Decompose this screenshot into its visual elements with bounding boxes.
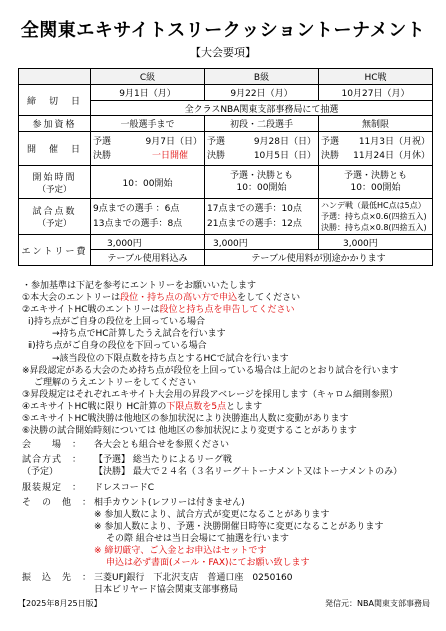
other-row <box>22 497 432 509</box>
venue-row <box>22 439 432 451</box>
note-line <box>22 304 432 316</box>
qualification-label: 参加資格 <box>19 116 91 132</box>
dates-b-prelim-label: 予選 <box>207 136 226 147</box>
deadline-label: 締 切 日 <box>19 85 91 116</box>
table-row <box>19 116 433 132</box>
points-c-line1: 9点までの選手 ：6点 <box>93 203 180 214</box>
qualification-b: 初段・二段選手 <box>205 116 319 132</box>
other-row <box>22 521 432 533</box>
header-c-class: C級 <box>91 69 205 85</box>
bank-label: 振 込 先 ： <box>22 573 93 584</box>
table-row <box>19 166 433 199</box>
other-row <box>22 557 432 569</box>
table-row <box>19 235 433 250</box>
bank-row <box>22 584 432 596</box>
dates-b <box>205 132 319 166</box>
dates-hc-prelim: 11月3日（月祝） <box>358 136 430 147</box>
note-highlight: 段位と持ち点を申告してください <box>159 305 295 316</box>
table-header-row <box>19 69 433 85</box>
note-line: ⑥決勝の試合開始時刻については 他地区の参加状況により変更することがあります <box>22 426 357 437</box>
start-hc <box>319 166 433 199</box>
fee-label: エントリー費 <box>19 235 91 266</box>
notes-section <box>22 280 432 596</box>
dress-row <box>22 482 432 494</box>
note-line: ・参加基準は下記を参考にエントリーをお願いいたします <box>22 281 257 291</box>
other-value-5: ※ 締切厳守、ご入金とお申込はセットです <box>94 545 267 556</box>
dress-label: 服装規定 ： <box>22 482 83 493</box>
note-line: ※昇段認定がある大会のため持ち点が段位を上回っている場合は上記のとおり試合を行います <box>22 365 399 376</box>
format-label: 試合方式 ： <box>22 455 83 466</box>
dates-c-prelim-label: 予選 <box>93 136 112 147</box>
bank-value-1: 三菱UFJ銀行 下北沢支店 普通口座 0250160 <box>94 573 293 584</box>
fee-c-value: 3,000円 <box>107 238 142 249</box>
note-line: ⅰ)持ち点がご自身の段位を上回っている場合 <box>28 317 206 328</box>
table-row <box>19 199 433 235</box>
deadline-note: 全クラスNBA関東支部事務局にて抽選 <box>91 101 433 116</box>
other-row <box>22 509 432 521</box>
dates-b-final-label: 決勝 <box>207 150 226 161</box>
other-value-2: ※ 参加人数により、試合方式が変更になることがあります <box>94 509 330 520</box>
note-line: ご理解のうえエントリーをしてください <box>34 377 197 388</box>
dates-hc <box>319 132 433 166</box>
other-row <box>22 533 432 545</box>
table-row <box>19 85 433 101</box>
format-row-2 <box>22 466 432 478</box>
note-text: ①本大会のエントリーは <box>22 293 121 304</box>
start-b <box>205 166 319 199</box>
fee-b-value: 3,000円 <box>213 238 248 249</box>
bank-value-2: 日本ビリヤード協会関東支部事務局 <box>94 585 238 596</box>
start-hc-line2: 10：00開始 <box>350 183 401 193</box>
other-value-1: 相手カウント(レフリーは付きません) <box>94 497 245 508</box>
venue-value: 各大会とも組合せを参照ください <box>94 440 230 451</box>
deadline-hc: 10月27日（月） <box>319 85 433 101</box>
note-line: ③昇段規定はそれぞれエキサイト大会用の昇段アベレージを採用します（キャロム細則参照） <box>22 389 398 400</box>
points-label-text: 試合点数 <box>32 207 77 217</box>
note-line <box>22 401 432 413</box>
note-line: ⑤エキサイトHC戦決勝は他地区の参加状況により決勝進出人数に変動があります <box>22 414 349 425</box>
header-hc: HC戦 <box>319 69 433 85</box>
page-subtitle: 【大会要項】 <box>190 46 256 59</box>
note-text: とします <box>226 401 263 412</box>
dates-b-final: 10月5日（日） <box>253 150 316 161</box>
points-b <box>205 199 319 235</box>
points-b-line2: 21点までの選手：12点 <box>207 218 302 229</box>
format-value-prelim: 【予選】 総当たりによるリーグ戦 <box>94 455 232 466</box>
points-hc-line2: 予選：持ち点×0.6(四捨五入) <box>321 212 427 221</box>
footer-issuer: 発信元：NBA関東支部事務局 <box>325 599 430 608</box>
points-label-sub: （予定） <box>37 219 72 229</box>
start-label <box>19 166 91 199</box>
note-text: ②エキサイトHC戦のエントリーは <box>22 305 160 316</box>
fee-c <box>91 235 205 250</box>
dress-value: ドレスコードC <box>94 482 155 493</box>
other-value-6: 申込は必ず書面(メール・FAX)にてお願い致します <box>106 558 310 569</box>
header-b-class: B級 <box>205 69 319 85</box>
start-b-line1: 予選・決勝とも <box>229 171 293 181</box>
format-sub-label: （予定） <box>22 467 59 478</box>
points-c-line2: 13点までの選手：8点 <box>93 218 183 229</box>
note-text: ④エキサイトHC戦に限り HC計算の <box>22 401 167 412</box>
other-row <box>22 545 432 557</box>
qualification-hc: 無制限 <box>319 116 433 132</box>
points-label <box>19 199 91 235</box>
points-c <box>91 199 205 235</box>
other-value-4: その際 組合せは当日会場にて抽選を行います <box>106 533 289 544</box>
points-hc <box>319 199 433 235</box>
note-highlight: 下限点数を5点 <box>166 401 227 412</box>
other-value-3: ※ 参加人数により、予選・決勝開催日時等に変更になることがあります <box>94 521 384 532</box>
tournament-table <box>18 68 433 266</box>
fee-bhc-note: テーブル使用料が別途かかります <box>205 250 433 266</box>
bank-row <box>22 572 432 584</box>
dates-hc-final-label: 決勝 <box>321 150 340 161</box>
dates-b-prelim: 9月28日（日） <box>253 136 316 147</box>
points-hc-line3: 決勝：持ち点×0.8(四捨五入) <box>321 223 427 232</box>
dates-hc-final: 11月24日（月休） <box>353 150 430 161</box>
dates-c-final-label: 決勝 <box>93 150 112 161</box>
note-line: ⅱ)持ち点がご自身の段位を下回っている場合 <box>28 341 207 352</box>
deadline-c: 9月1日（月） <box>91 85 205 101</box>
fee-hc <box>319 235 433 250</box>
dates-c-final: 一日開催 <box>151 150 188 161</box>
header-blank <box>19 69 91 85</box>
dates-label: 開 催 日 <box>19 132 91 166</box>
fee-b <box>205 235 319 250</box>
fee-c-note: テーブル使用料込み <box>91 250 205 266</box>
start-hc-line1: 予選・決勝とも <box>343 171 407 181</box>
dates-hc-prelim-label: 予選 <box>321 136 340 147</box>
points-b-line1: 17点までの選手：10点 <box>207 203 302 214</box>
qualification-c: 一般選手まで <box>91 116 205 132</box>
note-line <box>22 292 432 304</box>
start-b-line2: 10：00開始 <box>236 183 287 193</box>
other-label: そ の 他 ： <box>22 497 93 508</box>
note-text: をしてください <box>237 293 301 304</box>
fee-hc-value: 3,000円 <box>343 238 378 249</box>
note-highlight: 段位・持ち点の高い方で申込 <box>120 293 238 304</box>
start-label-sub: （予定） <box>37 184 72 195</box>
footer-date: 【2025年8月25日版】 <box>18 599 102 608</box>
dates-c <box>91 132 205 166</box>
deadline-b: 9月22日（月） <box>205 85 319 101</box>
table-row <box>19 132 433 166</box>
format-row <box>22 454 432 466</box>
page-title: 全関東エキサイトスリークッショントーナメント <box>20 20 426 41</box>
points-hc-line1: ハンデ戦（最低HC点は5点） <box>321 201 426 210</box>
start-c: 10：00開始 <box>91 166 205 199</box>
dates-c-prelim: 9月7日（日） <box>145 136 202 147</box>
format-value-final: 【決勝】 最大で２４名（３名リーグ＋トーナメント又はトーナメントのみ） <box>94 467 403 478</box>
note-line: →該当段位の下限点数を持ち点とするHCで試合を行います <box>52 353 289 364</box>
start-label-text: 開始時間 <box>32 172 77 183</box>
note-line: →持ち点でHC計算したうえ試合を行います <box>52 329 226 340</box>
venue-label: 会 場 ： <box>22 440 83 451</box>
